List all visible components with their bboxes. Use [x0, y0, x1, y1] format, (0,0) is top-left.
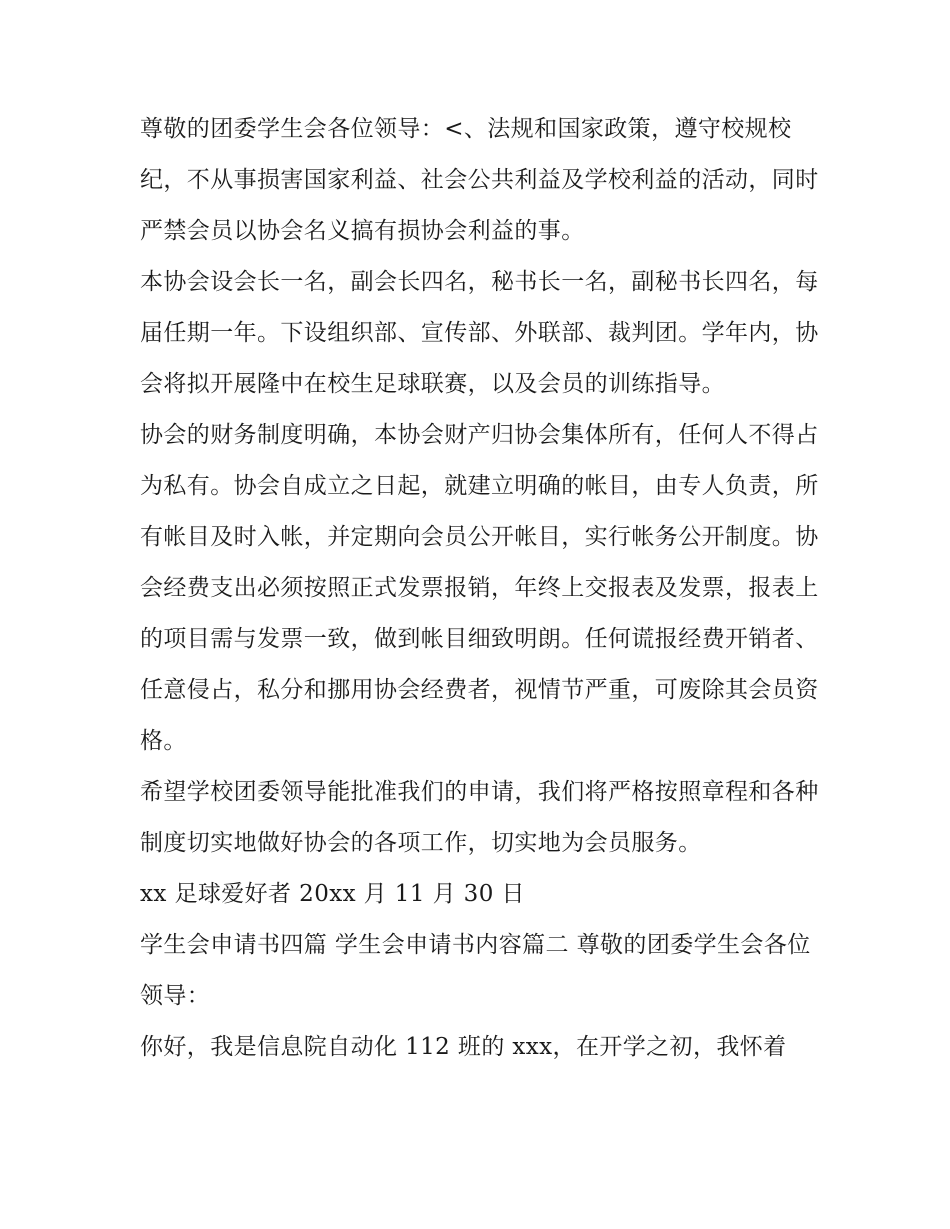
paragraph-heading: 学生会申请书四篇 学生会申请书内容篇二 尊敬的团委学生会各位领导： [140, 932, 811, 1009]
paragraph-greeting: 你好，我是信息院自动化 112 班的 xxx，在开学之初，我怀着 [140, 1034, 787, 1060]
paragraph-organization: 本协会设会长一名，副会长四名，秘书长一名，副秘书长四名，每届任期一年。下设组织部、宣传部、外联部、裁判团。学年内，协会将拟开展隆中在校生足球联赛，以及会员的训练指导。 [140, 269, 819, 397]
paragraph-intro: 尊敬的团委学生会各位领导：<、法规和国家政策，遵守校规校纪，不从事损害国家利益、社会公共利益及学校利益的活动，同时严禁会员以协会名义搞有损协会利益的事。 [140, 116, 819, 244]
document-body [140, 104, 820, 1073]
paragraph-request: 希望学校团委领导能批准我们的申请，我们将严格按照章程和各种制度切实地做好协会的各项工作，切实地为会员服务。 [140, 779, 819, 856]
paragraph-signature: xx 足球爱好者 20xx 月 11 月 30 日 [140, 881, 525, 907]
paragraph-finance: 协会的财务制度明确，本协会财产归协会集体所有，任何人不得占为私有。协会自成立之日起，就建立明确的帐目，由专人负责，所有帐目及时入帐，并定期向会员公开帐目，实行帐务公开制度。协会经费支出必须按照正式发票报销，年终上交报表及发票，报表上的项目需与发票一致，做到帐目细致明朗。任何谎报经费开销者、任意侵占，私分和挪用协会经费者，视情节严重，可废除其会员资格。 [140, 422, 819, 754]
